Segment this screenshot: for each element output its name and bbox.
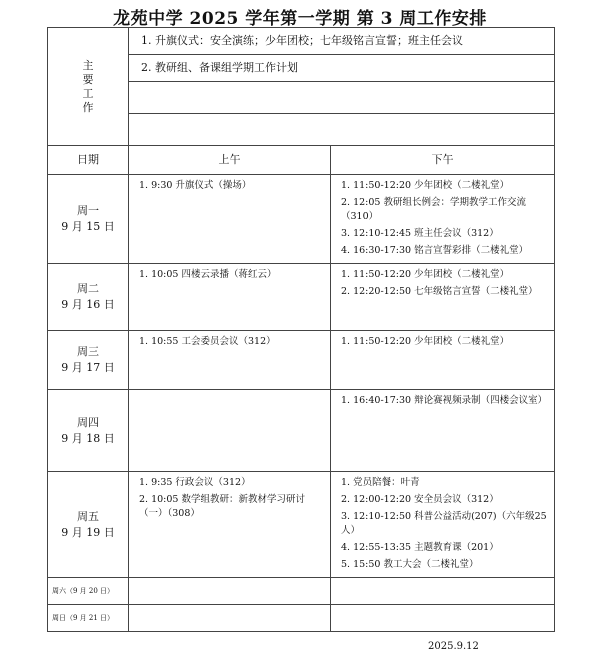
schedule-item: 1. 党员陪餐：叶青 xyxy=(341,477,420,488)
main-work-item: 2. 教研组、备课组学期工作计划 xyxy=(129,55,555,82)
am-cell xyxy=(129,390,331,472)
day-row-wed xyxy=(48,331,555,390)
schedule-item: 4. 12:55-13:35 主题教育课（201） xyxy=(341,542,499,553)
day-label: 周三 9 月 17 日 xyxy=(48,331,129,390)
day-label: 周一 9 月 15 日 xyxy=(48,175,129,264)
day-label: 周二 9 月 16 日 xyxy=(48,264,129,331)
day-row-tue xyxy=(48,264,555,331)
day-row-fri xyxy=(48,472,555,578)
schedule-item: 4. 16:30-17:30 铭言宣誓彩排（二楼礼堂） xyxy=(341,245,529,256)
am-cell xyxy=(129,472,331,578)
day-label: 周四 9 月 18 日 xyxy=(48,390,129,472)
schedule-item: 2. 12:00-12:20 安全员会议（312） xyxy=(341,494,499,505)
schedule-item: 5. 15:50 教工大会（二楼礼堂） xyxy=(341,559,479,570)
schedule-item: 3. 12:10-12:45 班主任会议（312） xyxy=(341,228,499,239)
day-row-sat xyxy=(48,578,555,605)
pm-cell xyxy=(331,331,555,390)
day-row-thu xyxy=(48,390,555,472)
day-row-sun xyxy=(48,605,555,632)
header-date: 日期 xyxy=(48,146,129,175)
schedule-item: 1. 9:35 行政会议（312） xyxy=(139,477,251,488)
schedule-item: 3. 12:10-12:50 科普公益活动(207)（六年级25人） xyxy=(341,511,547,536)
schedule-item: 1. 16:40-17:30 辩论赛视频录制（四楼会议室） xyxy=(341,395,548,406)
schedule-item: 1. 11:50-12:20 少年团校（二楼礼堂） xyxy=(341,336,510,347)
am-cell xyxy=(129,605,331,632)
day-label: 周五 9 月 19 日 xyxy=(48,472,129,578)
schedule-item: 2. 10:05 数学组教研：新教材学习研讨（一）（308） xyxy=(139,494,305,519)
am-cell xyxy=(129,175,331,264)
main-work-item xyxy=(129,114,555,146)
pm-cell xyxy=(331,264,555,331)
schedule-table xyxy=(47,27,555,632)
pm-cell xyxy=(331,390,555,472)
main-work-item xyxy=(129,82,555,114)
day-label: 周日（9 月 21 日） xyxy=(48,605,129,632)
schedule-item: 1. 11:50-12:20 少年团校（二楼礼堂） xyxy=(341,180,510,191)
header-am: 上午 xyxy=(129,146,331,175)
pm-cell xyxy=(331,605,555,632)
main-work-row-1 xyxy=(48,28,555,55)
schedule-item: 1. 11:50-12:20 少年团校（二楼礼堂） xyxy=(341,269,510,280)
main-work-label: 主 要 工 作 xyxy=(48,28,129,146)
day-row-mon xyxy=(48,175,555,264)
schedule-item: 2. 12:05 教研组长例会：学期教学工作交流（310） xyxy=(341,197,526,222)
am-cell xyxy=(129,578,331,605)
day-label: 周六（9 月 20 日） xyxy=(48,578,129,605)
schedule-item: 1. 10:05 四楼云录播（蒋红云） xyxy=(139,269,277,280)
header-pm: 下午 xyxy=(331,146,555,175)
main-work-item: 1. 升旗仪式：安全演练；少年团校；七年级铭言宣誓；班主任会议 xyxy=(129,28,555,55)
footer-date: 2025.9.12 xyxy=(428,641,479,652)
header-row xyxy=(48,146,555,175)
schedule-item: 2. 12:20-12:50 七年级铭言宣誓（二楼礼堂） xyxy=(341,286,538,297)
schedule-item: 1. 9:30 升旗仪式（操场） xyxy=(139,180,252,191)
pm-cell xyxy=(331,175,555,264)
schedule-item: 1. 10:55 工会委员会议（312） xyxy=(139,336,276,347)
am-cell xyxy=(129,331,331,390)
pm-cell xyxy=(331,578,555,605)
pm-cell xyxy=(331,472,555,578)
am-cell xyxy=(129,264,331,331)
page-title: 龙苑中学 2025 学年第一学期 第 3 周工作安排 xyxy=(113,9,487,29)
